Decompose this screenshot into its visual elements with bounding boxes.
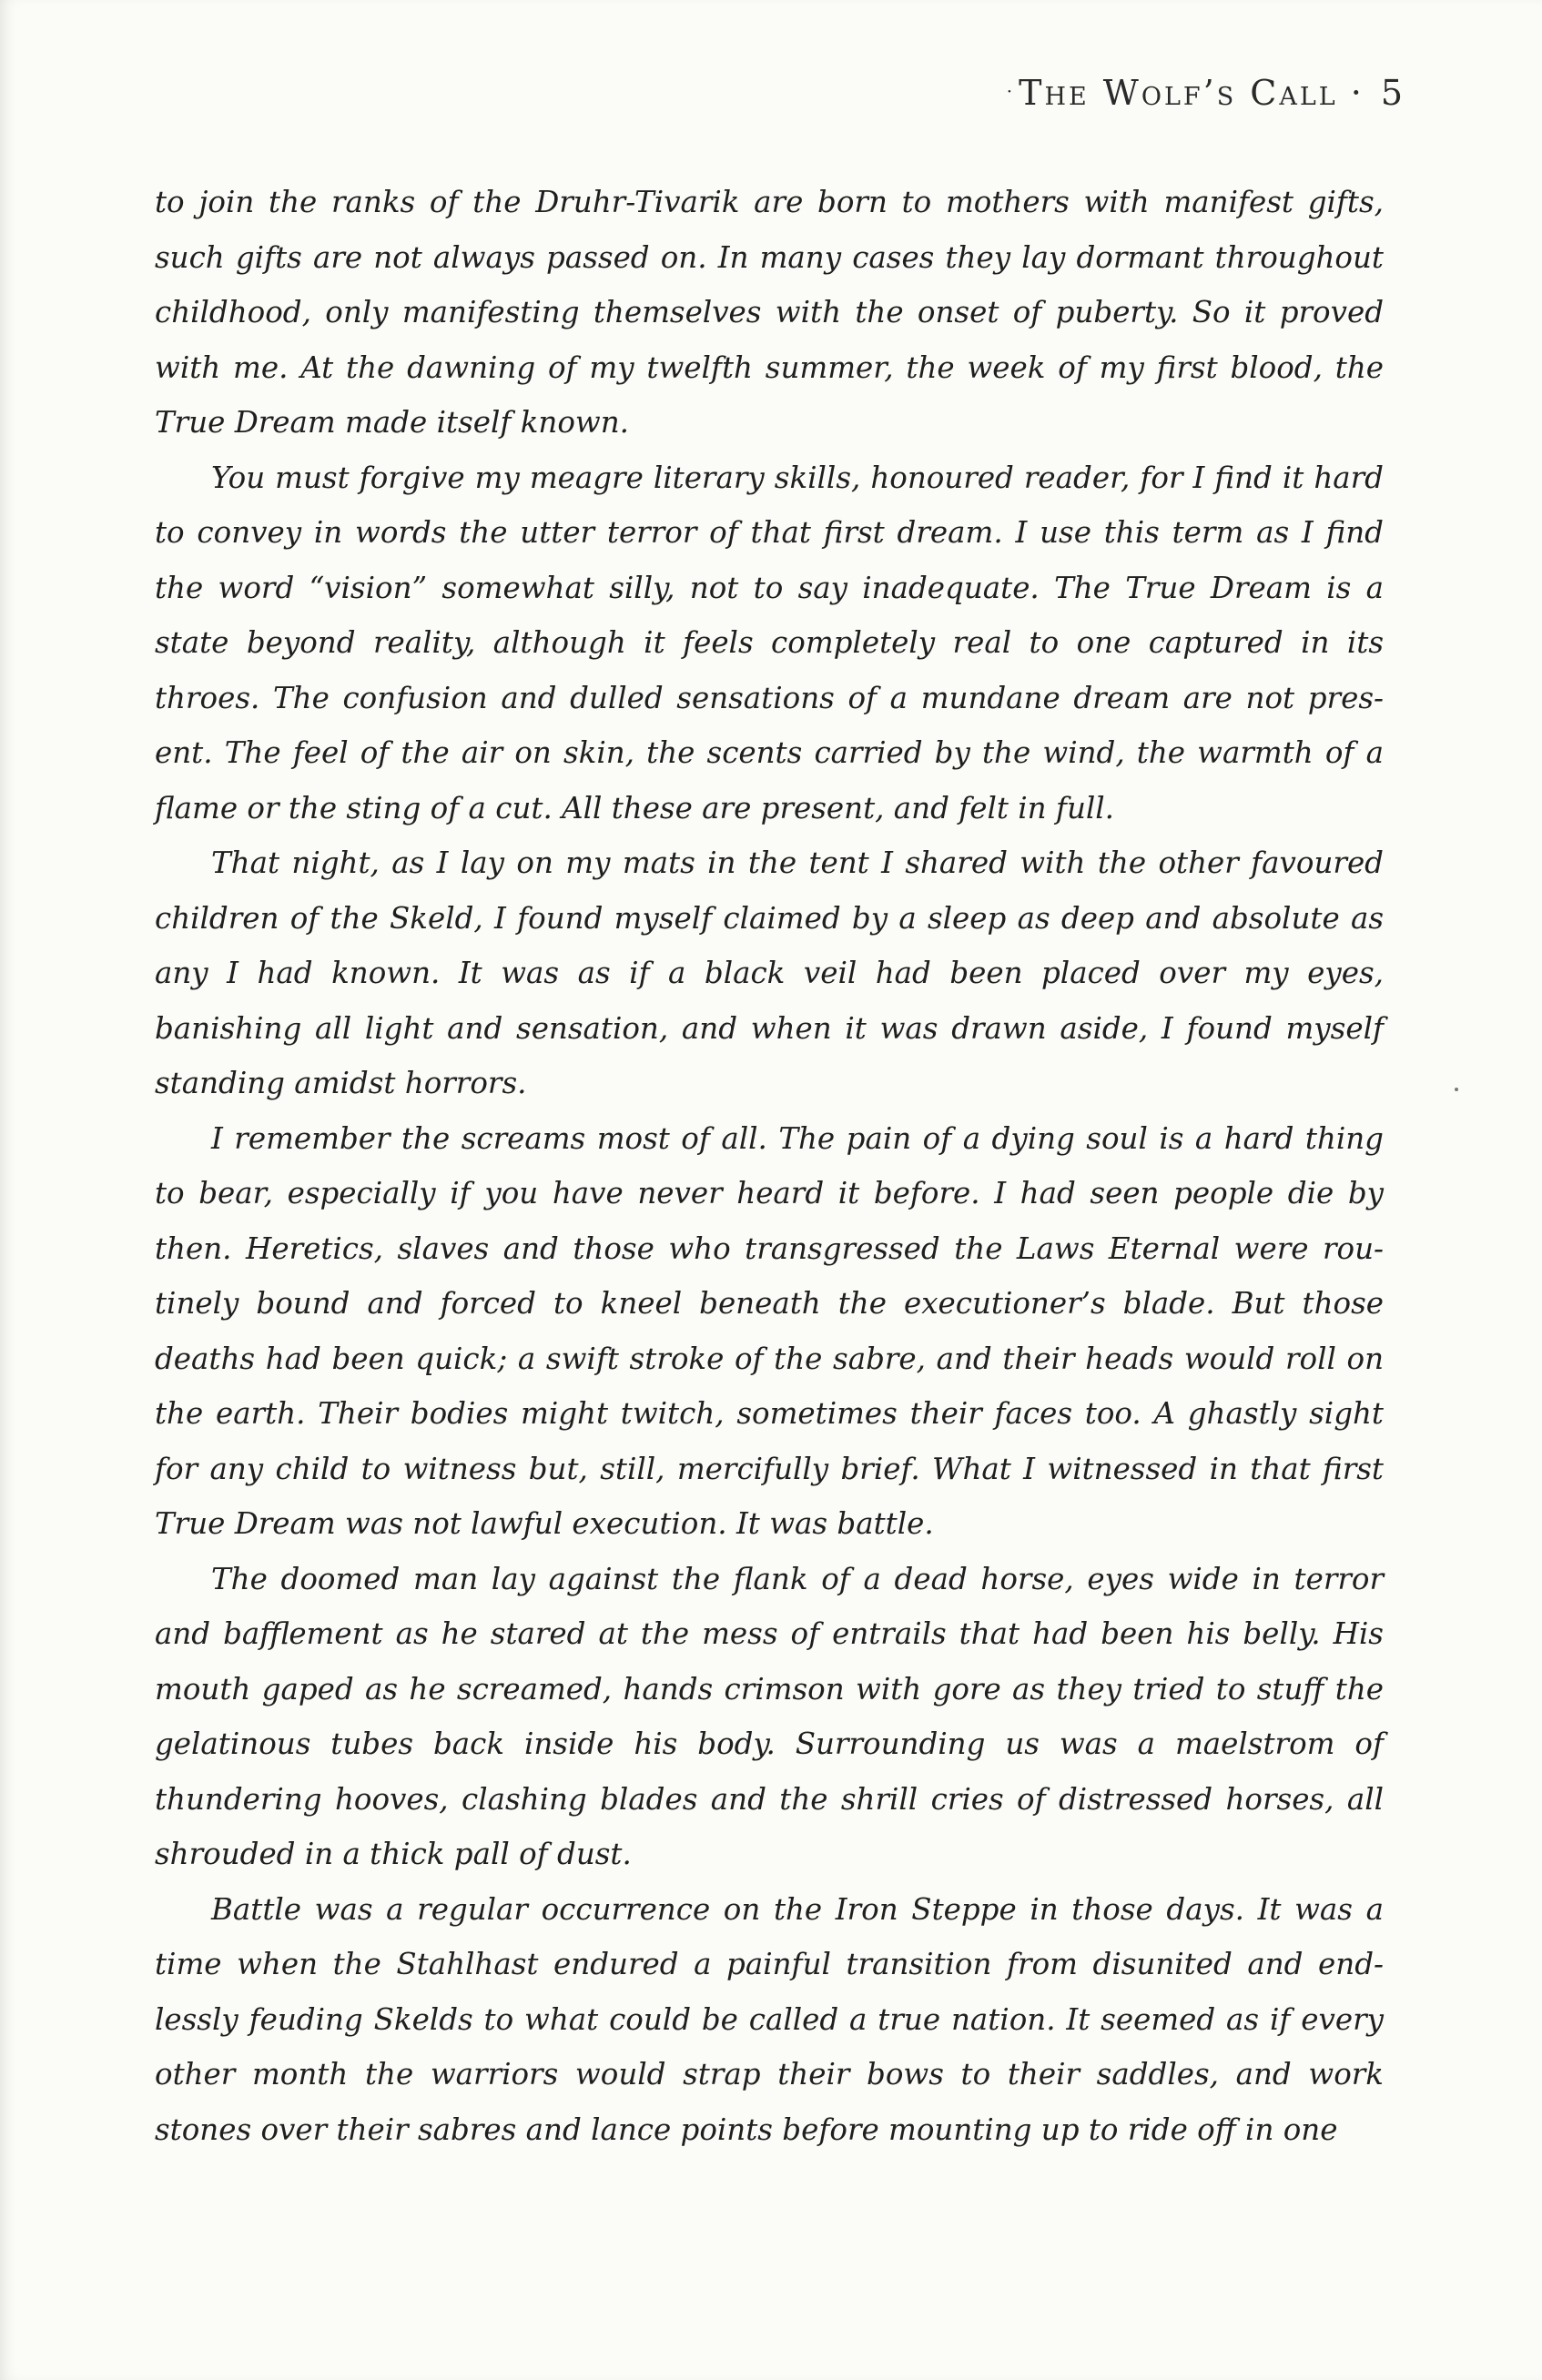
paragraph: Battle was a regular occurrence on the Iron Steppe in those days. It was a time when the Stahlhast endured a painful transition from disunited and endlessly feuding Skelds to what could be called a true nation. It seemed as if every other month the warriors would strap their bows to their saddles, and work stones over their sabres and lance points before mounting up to ride off in one: [155, 1891, 1384, 2147]
paragraph: I remember the screams most of all. The pain of a dying soul is a hard thing to bear, especially if you have never heard it before. I had seen people die by then. Heretics, slaves and those who transgressed the Laws Eternal were routinely bound and forced to kneel beneath the executioner’s blade. But those deaths had been quick; a swift stroke of the sabre, and their heads would roll on the earth. Their bodies might twitch, sometimes their faces too. A ghastly sight for any child to witness but, still, mercifully brief. What I witnessed in that first True Dream was not lawful execution. It was battle.: [155, 1120, 1384, 1541]
paragraph: You must forgive my meagre literary skills, honoured reader, for I find it hard to convey in words the utter terror of that first dream. I use this term as I find the word “vision” somewhat silly, not to say inadequate. The True Dream is a state beyond reality, although it feels completely real to one captured in its throes. The confusion and dulled sensations of a mundane dream are not present. The feel of the air on skin, the scents carried by the wind, the warmth of a flame or the sting of a cut. All these are present, and felt in full.: [155, 460, 1384, 825]
paragraph: That night, as I lay on my mats in the tent I shared with the other favoured children of the Skeld, I found myself claimed by a sleep as deep and absolute as any I had known. It was as if a black veil had been placed over my eyes, banishing all light and sensation, and when it was drawn aside, I found myself standing amidst horrors.: [155, 846, 1384, 1100]
running-head-separator: ·: [1350, 73, 1364, 113]
page-number: 5: [1380, 73, 1405, 113]
paragraph: to join the ranks of the Druhr-Tivarik are born to mothers with manifest gifts, such gifts are not always passed on. In many cases they lay dormant throughout childhood, only manifesting themselves with the onset of puberty. So it proved with me. At the dawning of my twelfth summer, the week of my first blood, the True Dream made itself known.: [155, 185, 1384, 440]
body-text: [155, 175, 1384, 2157]
running-head: [1007, 73, 1405, 113]
running-head-dot: ·: [1006, 80, 1016, 102]
running-head-title: The Wolf’s Call: [1019, 73, 1338, 113]
paragraph: The doomed man lay against the flank of a dead horse, eyes wide in terror and bafflement as he stared at the mess of entrails that had been his belly. His mouth gaped as he screamed, hands crimson with gore as they tried to stuff the gelatinous tubes back inside his body. Surrounding us was a maelstrom of thundering hooves, clashing blades and the shrill cries of distressed horses, all shrouded in a thick pall of dust.: [155, 1561, 1384, 1871]
print-speck: [1455, 1088, 1458, 1091]
